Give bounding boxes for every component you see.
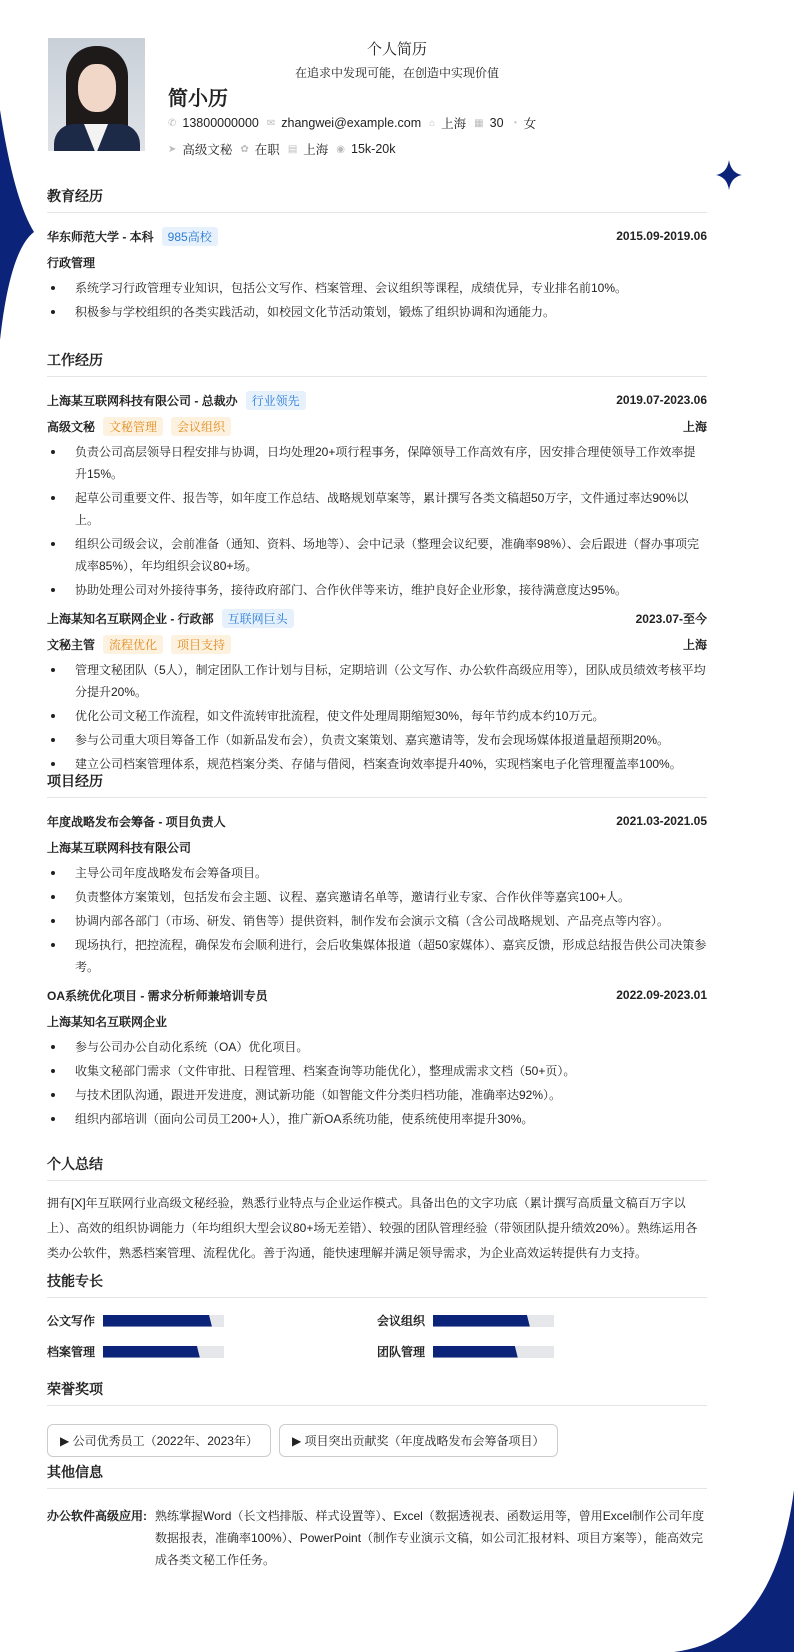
section-title: 其他信息 [47, 1462, 707, 1489]
candidate-name: 简小历 [168, 88, 228, 110]
job-status: 在职 [254, 143, 280, 157]
skill-item [47, 1343, 377, 1360]
role: 文秘主管 [47, 637, 96, 652]
other-value: 熟练掌握Word（长文档排版、样式设置等）、Excel（数据透视表、函数运用等，曾用Excel制作公司年度数据报表，准确率100%）、PowerPoint（制作专业演示文稿，如公司汇报材料、项目方案等），能高效完成各类文秘工作任务。 [155, 1509, 705, 1567]
date: 2022.09-2023.01 [616, 988, 707, 1002]
page-title: 个人简历 [366, 41, 427, 58]
list-item: 主导公司年度战略发布会筹备项目。 [47, 862, 707, 884]
tag: 会议组织 [171, 417, 231, 436]
list-item: 建立公司档案管理体系，规范档案分类、存储与借阅，档案查询效率提升40%，实现档案电子化管理覆盖率100%。 [47, 753, 707, 775]
gender-icon: ◔ [511, 117, 518, 129]
decorative-shape-left [0, 110, 40, 340]
star-icon [716, 160, 742, 190]
tag: 行业领先 [246, 391, 306, 410]
awards-section [47, 1379, 707, 1457]
organization: 上海某互联网科技有限公司 [47, 840, 192, 855]
date: 2019.07-2023.06 [616, 393, 707, 407]
skill-bar-fill [103, 1315, 212, 1327]
salary: 15k-20k [351, 142, 396, 156]
target-city: 上海 [303, 143, 329, 157]
major: 行政管理 [47, 255, 96, 270]
list-item: 协助处理公司对外接待事务，接待政府部门、合作伙伴等来访，维护良好企业形象，接待满意度达95%。 [47, 579, 707, 601]
skill-item [377, 1343, 707, 1360]
project-name: 年度战略发布会筹备 - 项目负责人 [47, 814, 226, 829]
building-icon: ▤ [287, 143, 298, 155]
email: zhangwei@example.com [281, 116, 422, 130]
role: 高级文秘 [47, 419, 96, 434]
summary-text: 拥有[X]年互联网行业高级文秘经验，熟悉行业特点与企业运作模式。具备出色的文字功底（累计撰写高质量文稿百万字以上）、高效的组织协调能力（年均组织大型会议80+场无差错）、较强的团队管理经验（带领团队提升绩效20%）。熟练运用各类办公软件，熟悉档案管理、流程优化。善于沟通，能快速理解并满足领导需求，为企业高效运转提供有力支持。 [47, 1196, 698, 1260]
phone: 13800000000 [182, 116, 259, 130]
list-item: 积极参与学校组织的各类实践活动，如校园文化节活动策划，锻炼了组织协调和沟通能力。 [47, 301, 707, 323]
skill-bar-fill [433, 1346, 518, 1358]
skill-item [377, 1312, 707, 1329]
award-item: ▶ 项目突出贡献奖（年度战略发布会筹备项目） [279, 1424, 558, 1457]
job-entry [47, 387, 707, 601]
phone-icon: ✆ [168, 117, 177, 129]
section-title: 项目经历 [47, 771, 707, 798]
skills-section [47, 1271, 707, 1360]
mail-icon: ✉ [266, 117, 276, 129]
education-section [47, 186, 707, 325]
skill-bar [103, 1315, 224, 1327]
motto: 在追求中发现可能，在创造中实现价值 [294, 66, 499, 80]
tag: 项目支持 [171, 635, 231, 654]
list-item: 优化公司文秘工作流程，如文件流转审批流程，使文件处理周期缩短30%，每年节约成本约10万元。 [47, 705, 707, 727]
list-item: 与技术团队沟通，跟进开发进度，测试新功能（如智能文件分类归档功能，准确率达92%）。 [47, 1084, 707, 1106]
skill-bar [103, 1346, 224, 1358]
date: 2023.07-至今 [635, 611, 707, 626]
other-section [47, 1462, 707, 1571]
skill-name: 档案管理 [47, 1345, 96, 1359]
skill-bar-fill [433, 1315, 530, 1327]
work-section [47, 350, 707, 777]
list-item: 参与公司重大项目筹备工作（如新品发布会），负责文案策划、嘉宾邀请等，发布会现场媒体报道量超预期20%。 [47, 729, 707, 751]
organization: 上海某知名互联网企业 [47, 1014, 168, 1029]
list-item: 负责整体方案策划，包括发布会主题、议程、嘉宾邀请名单等，邀请行业专家、合作伙伴等嘉宾100+人。 [47, 886, 707, 908]
summary-section [47, 1154, 707, 1266]
list-item: 起草公司重要文件、报告等，如年度工作总结、战略规划草案等，累计撰写各类文稿超50万字，文件通过率达90%以上。 [47, 487, 707, 531]
skill-name: 团队管理 [377, 1345, 426, 1359]
list-item: 系统学习行政管理专业知识，包括公文写作、档案管理、会议组织等课程，成绩优异，专业排名前10%。 [47, 277, 707, 299]
tag: 互联网巨头 [222, 609, 294, 628]
status-icon: ✿ [240, 143, 249, 155]
skill-bar [433, 1315, 554, 1327]
job-entry [47, 605, 707, 775]
project-entry [47, 982, 707, 1130]
city: 上海 [682, 637, 707, 652]
skill-bar-fill [103, 1346, 200, 1358]
job-info-row [168, 140, 396, 158]
tag: 流程优化 [103, 635, 163, 654]
tag: 985高校 [162, 227, 218, 246]
award-item: ▶ 公司优秀员工（2022年、2023年） [47, 1424, 271, 1457]
home-icon: ⌂ [429, 117, 436, 129]
age: 30 [489, 116, 504, 130]
age-icon: ▦ [474, 117, 484, 129]
location: 上海 [441, 117, 467, 131]
tag: 文秘管理 [103, 417, 163, 436]
list-item: 负责公司高层领导日程安排与协调，日均处理20+项行程事务，保障领导工作高效有序，因安排合理使领导工作效率提升15%。 [47, 441, 707, 485]
skill-item [47, 1312, 377, 1329]
salary-icon: ◉ [336, 143, 346, 155]
project-name: OA系统优化项目 - 需求分析师兼培训专员 [47, 988, 268, 1003]
gender: 女 [523, 117, 537, 131]
project-entry [47, 808, 707, 978]
section-title: 技能专长 [47, 1271, 707, 1298]
list-item: 参与公司办公自动化系统（OA）优化项目。 [47, 1036, 707, 1058]
school: 华东师范大学 - 本科 [47, 229, 154, 244]
date: 2021.03-2021.05 [616, 814, 707, 828]
list-item: 现场执行，把控流程，确保发布会顺利进行，会后收集媒体报道（超50家媒体）、嘉宾反馈，形成总结报告供公司决策参考。 [47, 934, 707, 978]
list-item: 协调内部各部门（市场、研发、销售等）提供资料，制作发布会演示文稿（含公司战略规划、产品亮点等内容）。 [47, 910, 707, 932]
company: 上海某互联网科技有限公司 - 总裁办 [47, 393, 238, 408]
other-key: 办公软件高级应用: [47, 1509, 147, 1523]
date: 2015.09-2019.06 [616, 229, 707, 243]
projects-section [47, 771, 707, 1132]
section-title: 荣誉奖项 [47, 1379, 707, 1406]
skill-bar [433, 1346, 554, 1358]
list-item: 组织公司级会议，会前准备（通知、资料、场地等）、会中记录（整理会议纪要，准确率98%）、会后跟进（督办事项完成率85%），年均组织会议80+场。 [47, 533, 707, 577]
target-job: 高级文秘 [182, 143, 233, 157]
section-title: 个人总结 [47, 1154, 707, 1181]
send-icon: ➤ [168, 143, 177, 155]
contact-info-row [168, 114, 536, 132]
section-title: 工作经历 [47, 350, 707, 377]
skill-name: 会议组织 [377, 1314, 426, 1328]
list-item: 管理文秘团队（5人），制定团队工作计划与目标，定期培训（公文写作、办公软件高级应用等），团队成员绩效考核平均分提升20%。 [47, 659, 707, 703]
list-item: 收集文秘部门需求（文件审批、日程管理、档案查询等功能优化），整理成需求文档（50+页）。 [47, 1060, 707, 1082]
skill-name: 公文写作 [47, 1314, 96, 1328]
list-item: 组织内部培训（面向公司员工200+人），推广新OA系统功能，使系统使用率提升30%。 [47, 1108, 707, 1130]
section-title: 教育经历 [47, 186, 707, 213]
company: 上海某知名互联网企业 - 行政部 [47, 611, 214, 626]
city: 上海 [682, 419, 707, 434]
